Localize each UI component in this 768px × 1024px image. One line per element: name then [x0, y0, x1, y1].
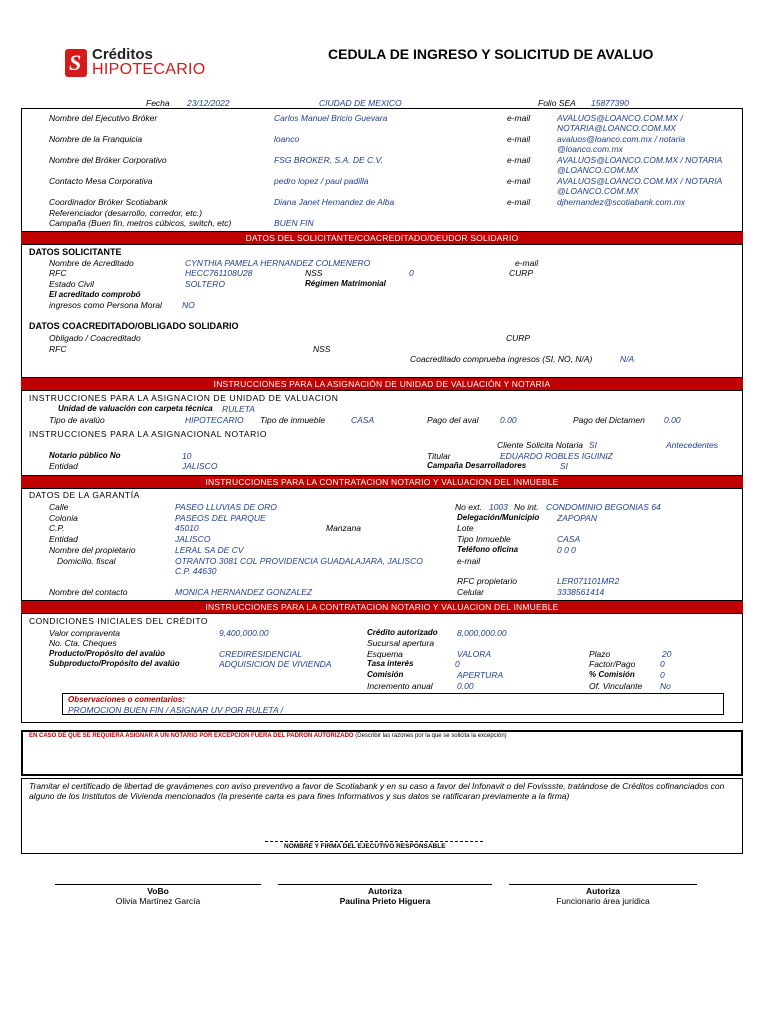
logo-line1: Créditos	[92, 46, 153, 63]
fecha-value: 23/12/2022	[187, 98, 230, 108]
ejecutivo-email-label: e-mail	[507, 113, 531, 123]
factor-value: 0	[660, 659, 665, 669]
coacreditado-rfc-label: RFC	[49, 344, 67, 354]
firma-vobo: VoBo Olivia Martínez García	[115, 886, 201, 906]
civil-value: SOLTERO	[185, 279, 225, 289]
incremento-label: Incremento anual	[367, 681, 433, 691]
firma-ejecutivo-label: NOMBRE Y FIRMA DEL EJECUTIVO RESPONSABLE	[284, 843, 446, 850]
ejecutivo-label: Nombre del Ejecutivo Bróker	[49, 113, 158, 123]
coacreditado-curp-label: CURP	[506, 333, 531, 343]
curp-label: CURP	[509, 268, 534, 278]
sucursal-label: Sucursal apertura	[367, 638, 435, 648]
lote-label: Lote	[457, 523, 474, 533]
garantia-email-label: e-mail	[457, 556, 481, 566]
comision-label: Comisión	[367, 670, 404, 679]
observaciones-label: Observaciones o comentarios:	[68, 695, 185, 704]
domicilio-value-1: OTRANTO 3081 COL PROVIDENCIA GUADALAJARA, JALISCO	[175, 556, 423, 566]
manzana-label: Manzana	[326, 523, 361, 533]
regimen-label: Régimen Matrimonial	[305, 279, 386, 288]
comision-value: APERTURA	[457, 670, 504, 680]
pago-dictamen-value: 0.00	[664, 415, 681, 425]
logo-line2: HIPOTECARIO	[92, 61, 206, 78]
telefono-value: 0 0 0	[557, 545, 576, 555]
section-band-garantia: INSTRUCCIONES PARA LA CONTRATACION NOTARIO Y VALUACION DEL INMUEBLE	[21, 476, 743, 488]
coacreditado-nss-label: NSS	[313, 344, 331, 354]
tasa-value: 0	[455, 659, 460, 669]
folio-label: Folio SEA	[538, 98, 576, 108]
firma-line-autoriza-1	[278, 884, 492, 885]
delegacion-label: Delegación/Municipio	[457, 513, 540, 522]
delegacion-value: ZAPOPAN	[557, 513, 597, 523]
valor-label: Valor compraventa	[49, 628, 121, 638]
logo-mark: S	[65, 49, 87, 77]
cp-value: 45010	[175, 523, 199, 533]
moral-label-2: ingresos como Persona Moral	[49, 300, 162, 310]
domicilio-value-2: C.P. 44630	[175, 566, 217, 576]
titular-value: EDUARDO ROBLES IGUINIZ	[500, 451, 613, 461]
telefono-label: Teléfono oficina	[457, 545, 519, 554]
coacreditado-title: DATOS COACREDITADO/OBLIGADO SOLIDARIO	[29, 321, 239, 331]
nombre-label: Nombre de Acreditado	[49, 258, 134, 268]
uv-title: INSTRUCCIONES PARA LA ASIGNACION DE UNIDAD DE VALUACION	[29, 393, 339, 403]
section-band-credito: INSTRUCCIONES PARA LA CONTRATACION NOTARIO Y VALUACION DEL INMUEBLE	[21, 601, 743, 613]
pago-aval-label: Pago del aval	[427, 415, 479, 425]
porcentaje-comision-value: 0	[660, 670, 665, 680]
tipo-inmueble-garantia-label: Tipo Inmueble	[457, 534, 511, 544]
ejecutivo-email: AVALUOS@LOANCO.COM.MX / NOTARIA@LOANCO.COM.MX	[557, 113, 683, 133]
folio-value: 15877390	[591, 98, 629, 108]
ciudad-value: CIUDAD DE MEXICO	[319, 98, 402, 108]
subproducto-label: Subproducto/Propósito del avalúo	[49, 659, 180, 668]
tramitar-text: Tramitar el certificado de libertad de gravámenes con aviso preventivo a favor de Scotiabank y en su caso a favor del Infonavit o del Fovissste, tratándose de Créditos cofinanciados con alguno de los Institutos de Vivienda mencionados (la presente carta es para fines Informativos y sus datos se ratificaran previamente a la firma)	[29, 781, 725, 801]
calle-label: Calle	[49, 502, 69, 512]
nss-label: NSS	[305, 268, 323, 278]
plazo-value: 20	[662, 649, 672, 659]
valor-value: 9,400,000.00	[219, 628, 269, 638]
tipo-avaluo-label: Tipo de avalúo	[49, 415, 105, 425]
cliente-notaria-value: SI	[589, 440, 598, 450]
document-title: CEDULA DE INGRESO Y SOLICITUD DE AVALUO	[328, 46, 654, 62]
campana-value: BUEN FIN	[274, 218, 314, 228]
notario-title: INSTRUCCIONES PARA LA ASIGNACIONAL NOTARIO	[29, 429, 268, 439]
propietario-value: LERAL SA DE CV	[175, 545, 244, 555]
nss-value: 0	[409, 268, 414, 278]
porcentaje-comision-label: % Comisión	[589, 670, 635, 679]
franquicia-label: Nombre de la Franquicia	[49, 134, 143, 144]
firma-ejecutivo-line	[265, 841, 483, 842]
producto-label: Producto/Propósito del avalúo	[49, 649, 166, 658]
autorizado-label: Crédito autorizado	[367, 628, 438, 637]
tipo-avaluo-value: HIPOTECARIO	[185, 415, 244, 425]
ingresos-label: Coacreditado comprueba ingresos (SI, NO, N/A)	[410, 354, 593, 364]
carpeta-value: RULETA	[222, 404, 255, 414]
esquema-label: Esquema	[367, 649, 403, 659]
calle-value: PASEO LLUVIAS DE ORO	[175, 502, 277, 512]
coord-value: Diana Janet Hernandez de Alba	[274, 197, 395, 207]
esquema-value: VALORA	[457, 649, 492, 659]
nombre-value: CYNTHIA PAMELA HERNANDEZ COLMENERO	[185, 258, 371, 268]
factor-label: Factor/Pago	[589, 659, 636, 669]
pago-aval-value: 0.00	[500, 415, 517, 425]
notario-entidad-label: Entidad	[49, 461, 78, 471]
tipo-inmueble-label: Tipo de inmueble	[260, 415, 326, 425]
tipo-inmueble-value: CASA	[351, 415, 375, 425]
noext-value: 1003	[489, 502, 508, 512]
notario-numero-value: 10	[182, 451, 192, 461]
rfc-propietario-value: LER071101MR2	[557, 576, 620, 586]
rfc-label: RFC	[49, 268, 67, 278]
contacto-value: MONICA HERNANDEZ GONZALEZ	[175, 587, 313, 597]
franquicia-value: loanco	[274, 134, 300, 144]
mesa-email-label: e-mail	[507, 176, 531, 186]
ingresos-value: N/A	[620, 354, 635, 364]
moral-label-1: El acreditado comprobó	[49, 290, 141, 299]
cliente-notaria-label: Cliente Solicita Notaria	[497, 440, 583, 450]
corporativo-email-label: e-mail	[507, 155, 531, 165]
firma-line-vobo	[55, 884, 261, 885]
autorizado-value: 8,000,000.00	[457, 628, 507, 638]
corporativo-label: Nombre del Bróker Corporativo	[49, 155, 167, 165]
tipo-inmueble-garantia-value: CASA	[557, 534, 581, 544]
pago-dictamen-label: Pago del Dictamen	[573, 415, 645, 425]
celular-value: 3338561414	[557, 587, 605, 597]
vinculante-label: Of. Vinculante	[589, 681, 643, 691]
noint-label: No int.	[514, 502, 539, 512]
firma-autoriza-2: Autoriza Funcionario área jurídica	[556, 886, 650, 906]
solicitante-email-label: e-mail	[515, 258, 539, 268]
moral-value: NO	[182, 300, 195, 310]
coord-email: djhernandez@scotiabank.com.mx	[557, 197, 686, 207]
section-band-asignacion: INSTRUCCIONES PARA LA ASIGNACIÓN DE UNIDAD DE VALUACIÓN Y NOTARIA	[21, 378, 743, 390]
noext-label: No ext.	[455, 502, 482, 512]
antecedentes-label: Antecedentes	[666, 440, 718, 450]
contacto-label: Nombre del contacto	[49, 587, 128, 597]
carpeta-label: Unidad de valuación con carpeta técnica	[58, 404, 213, 413]
noint-value: CONDOMINIO BEGONIAS 64	[546, 502, 661, 512]
rfc-value: HECC761108U28	[185, 268, 253, 278]
credito-title: CONDICIONES INICIALES DEL CRÉDITO	[29, 616, 208, 626]
civil-label: Estado Civil	[49, 279, 94, 289]
vinculante-value: No	[660, 681, 671, 691]
firma-autoriza-1: Autoriza Paulina Prieto Higuera	[339, 886, 431, 906]
referenciador-label: Referenciador (desarrollo, corredor, etc.)	[49, 208, 203, 218]
producto-value: CREDIRESIDENCIAL	[219, 649, 303, 659]
titular-label: Titular	[427, 451, 451, 461]
coord-label: Coordinador Bróker Scotiabank	[49, 197, 168, 207]
tasa-label: Tasa interés	[367, 659, 414, 668]
garantia-entidad-label: Entidad	[49, 534, 78, 544]
solicitante-title: DATOS SOLICITANTE	[29, 247, 122, 257]
coord-email-label: e-mail	[507, 197, 531, 207]
incremento-value: 0.00	[457, 681, 474, 691]
cp-label: C.P.	[49, 523, 65, 533]
desarrolladores-value: SI	[560, 461, 569, 471]
mesa-label: Contacto Mesa Corporativa	[49, 176, 153, 186]
subproducto-value: ADQUISICION DE VIVIENDA	[219, 659, 332, 669]
colonia-value: PASEOS DEL PARQUE	[175, 513, 266, 523]
desarrolladores-label: Campaña Desarrolladores	[427, 461, 527, 470]
notario-numero-label: Notario público No	[49, 451, 121, 460]
ejecutivo-value: Carlos Manuel Bricio Guevara	[274, 113, 388, 123]
corporativo-email: AVALUOS@LOANCO.COM.MX / NOTARIA @LOANCO.COM.MX	[557, 155, 722, 175]
garantia-title: DATOS DE LA GARANTÍA	[29, 490, 140, 500]
domicilio-label: Domicilio. fiscal	[57, 556, 116, 566]
campana-label: Campaña (Buen fin, metros cúbicos, switch, etc)	[49, 218, 232, 228]
fecha-label: Fecha	[146, 98, 170, 108]
section-band-solicitante: DATOS DEL SOLICITANTE/COACREDITADO/DEUDOR SOLIDARIO	[21, 232, 743, 244]
obligado-label: Obligado / Coacreditado	[49, 333, 141, 343]
notario-entidad-value: JALISCO	[182, 461, 218, 471]
excepcion-text: EN CASO DE QUE SE REQUIERA ASIGNAR A UN NOTARIO POR EXCEPCION FUERA DEL PADRÓN AUTORIZADO (Describir las razones por la que se solicita la excepción)	[29, 733, 507, 739]
corporativo-value: FSG BROKER, S.A. DE C.V.	[274, 155, 383, 165]
mesa-value: pedro lopez / paul padilla	[274, 176, 369, 186]
observaciones-value: PROMOCION BUEN FIN / ASIGNAR UV POR RULETA /	[68, 705, 284, 715]
celular-label: Celular	[457, 587, 484, 597]
garantia-entidad-value: JALISCO	[175, 534, 211, 544]
mesa-email: AVALUOS@LOANCO.COM.MX / NOTARIA @LOANCO.COM.MX	[557, 176, 722, 196]
colonia-label: Colonia	[49, 513, 78, 523]
cheques-label: No. Cta. Cheques	[49, 638, 117, 648]
franquicia-email-label: e-mail	[507, 134, 531, 144]
firma-line-autoriza-2	[509, 884, 697, 885]
rfc-propietario-label: RFC propietario	[457, 576, 517, 586]
propietario-label: Nombre del propietario	[49, 545, 136, 555]
franquicia-email: avaluos@loanco.com.mx / notaria @loanco.com.mx	[557, 134, 686, 154]
plazo-label: Plazo	[589, 649, 611, 659]
